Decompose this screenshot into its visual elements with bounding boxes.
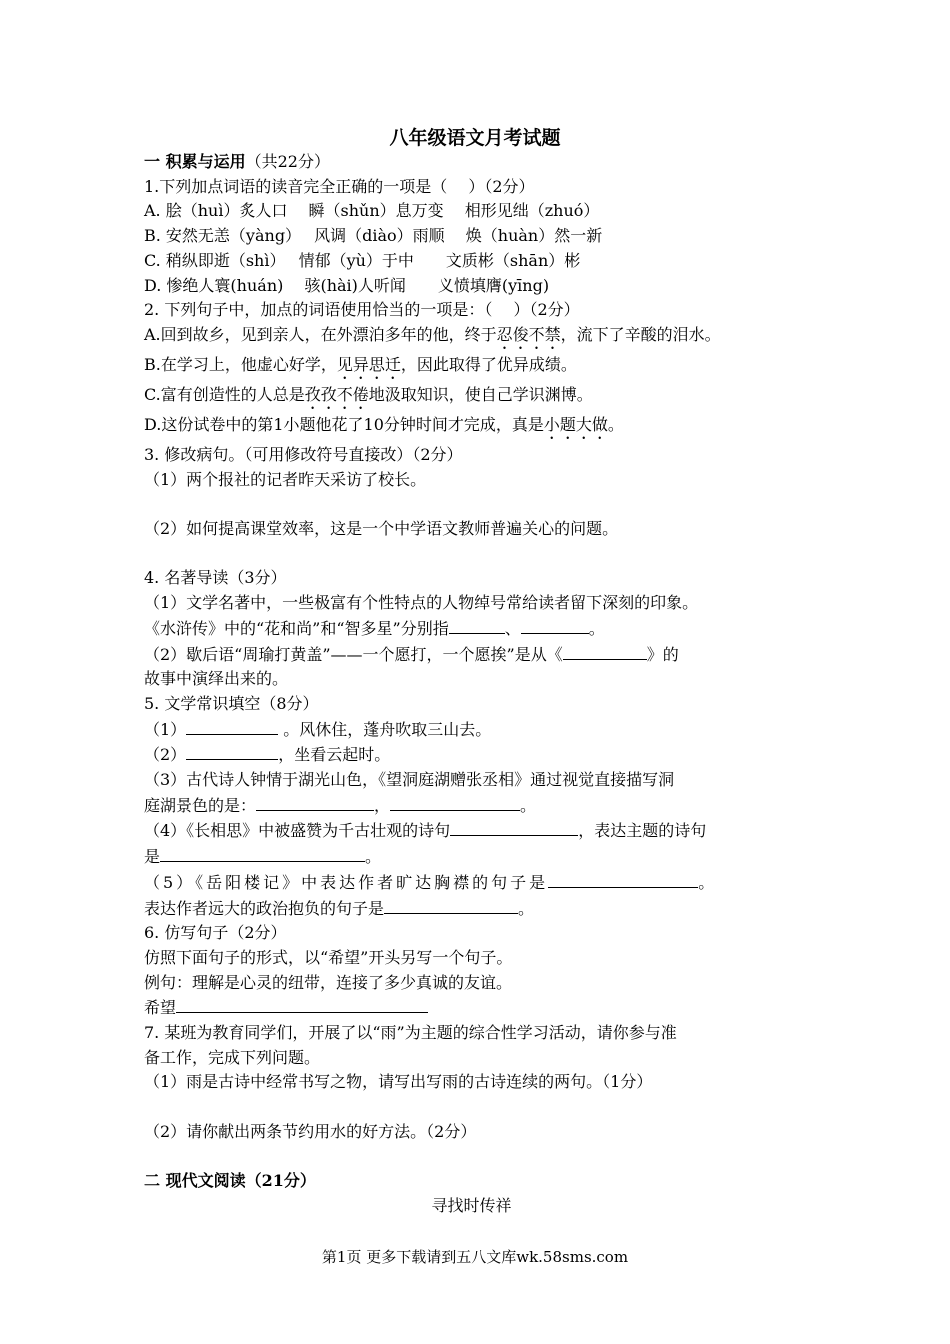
q5-l3b-end: 。 xyxy=(520,795,537,815)
q5-l1-text: 。风休住，蓬舟吹取三山去。 xyxy=(278,719,492,739)
q2-c-text-end: 地汲取知识，使自己学识渊博。 xyxy=(368,384,593,404)
q3-stem: 3. 修改病句。（可用修改符号直接改）（2分） xyxy=(144,444,463,464)
q2-option-a xyxy=(144,323,809,353)
q5-l5-end: 。 xyxy=(698,872,718,892)
answer-space xyxy=(144,542,809,567)
q2-c-text: C.富有创造性的人总是 xyxy=(144,384,305,404)
q1-option-c: C. 稍纵即逝（shì） 情郁（yù）于中 文质彬（shān）彬 xyxy=(144,250,581,270)
exam-content xyxy=(144,150,809,1219)
answer-blank[interactable] xyxy=(450,818,578,836)
q6-stem: 6. 仿写句子（2分） xyxy=(144,923,287,943)
q5-line-5 xyxy=(144,870,809,896)
q5-l4-text: （4）《长相思》中被盛赞为千古壮观的诗句 xyxy=(144,821,451,841)
q5-line-5b xyxy=(144,896,809,922)
q7-part-2: （2）请你献出两条节约用水的好方法。（2分） xyxy=(144,1121,477,1141)
reading-title: 寻找时传祥 xyxy=(431,1195,512,1215)
q5-l4b-text: 是 xyxy=(144,847,161,867)
q5-l4-end: ，表达主题的诗句 xyxy=(578,821,707,841)
section-1-score: （共22分） xyxy=(245,152,330,171)
q2-b-dotted-word: 见异思迁 xyxy=(336,354,401,374)
q2-stem: 2. 下列句子中，加点的词语使用恰当的一项是：（ ）（2分） xyxy=(144,300,580,320)
answer-blank[interactable] xyxy=(384,896,518,914)
answer-blank[interactable] xyxy=(186,717,278,735)
q4-part-1: （1）文学名著中，一些极富有个性特点的人物绰号常给读者留下深刻的印象。 xyxy=(144,593,699,613)
q2-b-text-end: ，因此取得了优异成绩。 xyxy=(400,354,577,374)
q4-p2-end: 》的 xyxy=(646,644,679,664)
q2-d-dotted-word: 小题大做 xyxy=(543,414,608,434)
section-1-title: 一 积累与运用 xyxy=(144,152,246,171)
q5-l1-num: （1） xyxy=(144,719,187,739)
answer-space xyxy=(144,1145,809,1170)
q4-p2-text: （2）歇后语“周瑜打黄盖”——一个愿打，一个愿挨”是从《 xyxy=(144,644,563,664)
q5-l2-text: ，坐看云起时。 xyxy=(278,745,391,765)
q3-sentence-1: （1）两个报社的记者昨天采访了校长。 xyxy=(144,469,427,489)
page-footer: 第1页 更多下载请到五八文库wk.58sms.com xyxy=(321,1248,629,1266)
q2-d-text-end: 。 xyxy=(607,414,624,434)
answer-blank[interactable] xyxy=(563,642,647,660)
q5-l5b-end: 。 xyxy=(518,898,535,918)
answer-blank[interactable] xyxy=(449,616,505,634)
q1-option-d: D. 惨绝人寰(huán) 骇(hài)人听闻 义愤填膺(yīng) xyxy=(144,275,550,295)
q1-option-b: B. 安然无恙（yàng） 风调（diào）雨顺 焕（huàn）然一新 xyxy=(144,226,603,246)
q5-l5b-text: 表达作者远大的政治抱负的句子是 xyxy=(144,898,385,918)
q2-d-text: D.这份试卷中的第1小题他花了10分钟时间才完成，真是 xyxy=(144,414,544,434)
answer-space xyxy=(144,1095,809,1120)
page-title: 八年级语文月考试题 xyxy=(389,127,561,149)
section-heading xyxy=(144,150,809,175)
q4-part-2 xyxy=(144,642,809,668)
q2-a-dotted-word: 忍俊不禁 xyxy=(496,324,561,344)
section-2-title: 二 现代文阅读（21分） xyxy=(144,1171,316,1191)
answer-blank[interactable] xyxy=(186,742,278,760)
q5-line-1 xyxy=(144,717,809,743)
q5-l4b-end: 。 xyxy=(365,847,382,867)
q5-line-3b xyxy=(144,793,809,819)
answer-blank[interactable] xyxy=(160,844,365,862)
q2-b-text: B.在学习上，他虚心好学， xyxy=(144,354,337,374)
q1-option-a: A. 脍（huì）炙人口 瞬（shǔn）息万变 相形见绌（zhuó） xyxy=(144,201,600,221)
q6-answer xyxy=(144,995,809,1021)
q4-p1-sep: 、 xyxy=(504,618,521,638)
q4-stem: 4. 名著导读（3分） xyxy=(144,568,287,588)
q6-instruction: 仿照下面句子的形式，以“希望”开头另写一个句子。 xyxy=(144,947,513,967)
q4-part-2b: 故事中演绎出来的。 xyxy=(144,669,289,689)
q5-l2-num: （2） xyxy=(144,745,187,765)
q2-a-text-end: ，流下了辛酸的泪水。 xyxy=(560,324,721,344)
answer-blank[interactable] xyxy=(390,793,520,811)
q4-part-1-blanks xyxy=(144,616,809,642)
q5-line-4b xyxy=(144,844,809,870)
q5-line-3: （3）古代诗人钟情于湖光山色，《望洞庭湖赠张丞相》通过视觉直接描写洞 xyxy=(144,770,675,790)
q5-line-2 xyxy=(144,742,809,768)
q4-p1-text: 《水浒传》中的“花和尚”和“智多星”分别指 xyxy=(144,618,449,638)
answer-blank[interactable] xyxy=(256,793,374,811)
answer-blank[interactable] xyxy=(176,995,428,1013)
q7-stem: 7. 某班为教育同学们，开展了以“雨”为主题的综合性学习活动，请你参与准 xyxy=(144,1023,677,1043)
q5-stem: 5. 文学常识填空（8分） xyxy=(144,693,319,713)
q6-answer-prefix: 希望 xyxy=(144,998,177,1018)
q7-part-1: （1）雨是古诗中经常书写之物，请写出写雨的古诗连续的两句。（1分） xyxy=(144,1072,653,1092)
answer-blank[interactable] xyxy=(548,870,698,888)
q3-sentence-2: （2）如何提高课堂效率，这是一个中学语文教师普遍关心的问题。 xyxy=(144,519,619,539)
q2-a-text: A.回到故乡，见到亲人，在外漂泊多年的他，终于 xyxy=(144,324,497,344)
q5-l3b-text: 庭湖景色的是： xyxy=(144,795,257,815)
q2-option-d xyxy=(144,413,809,443)
q1-stem: 1.下列加点词语的读音完全正确的一项是（ ）（2分） xyxy=(144,176,535,196)
q2-option-c xyxy=(144,383,809,413)
q2-option-b xyxy=(144,353,809,383)
q2-c-dotted-word: 孜孜不倦 xyxy=(304,384,369,404)
answer-space xyxy=(144,492,809,517)
answer-blank[interactable] xyxy=(521,616,589,634)
q7-stem-cont: 备工作，完成下列问题。 xyxy=(144,1047,321,1067)
q5-l5-text: （5）《岳阳楼记》中表达作者旷达胸襟的句子是 xyxy=(144,872,549,892)
q6-example: 例句：理解是心灵的纽带，连接了多少真诚的友谊。 xyxy=(144,972,513,992)
q4-p1-end: 。 xyxy=(588,618,605,638)
q5-line-4 xyxy=(144,818,809,844)
q5-l3b-sep: ， xyxy=(374,795,391,815)
